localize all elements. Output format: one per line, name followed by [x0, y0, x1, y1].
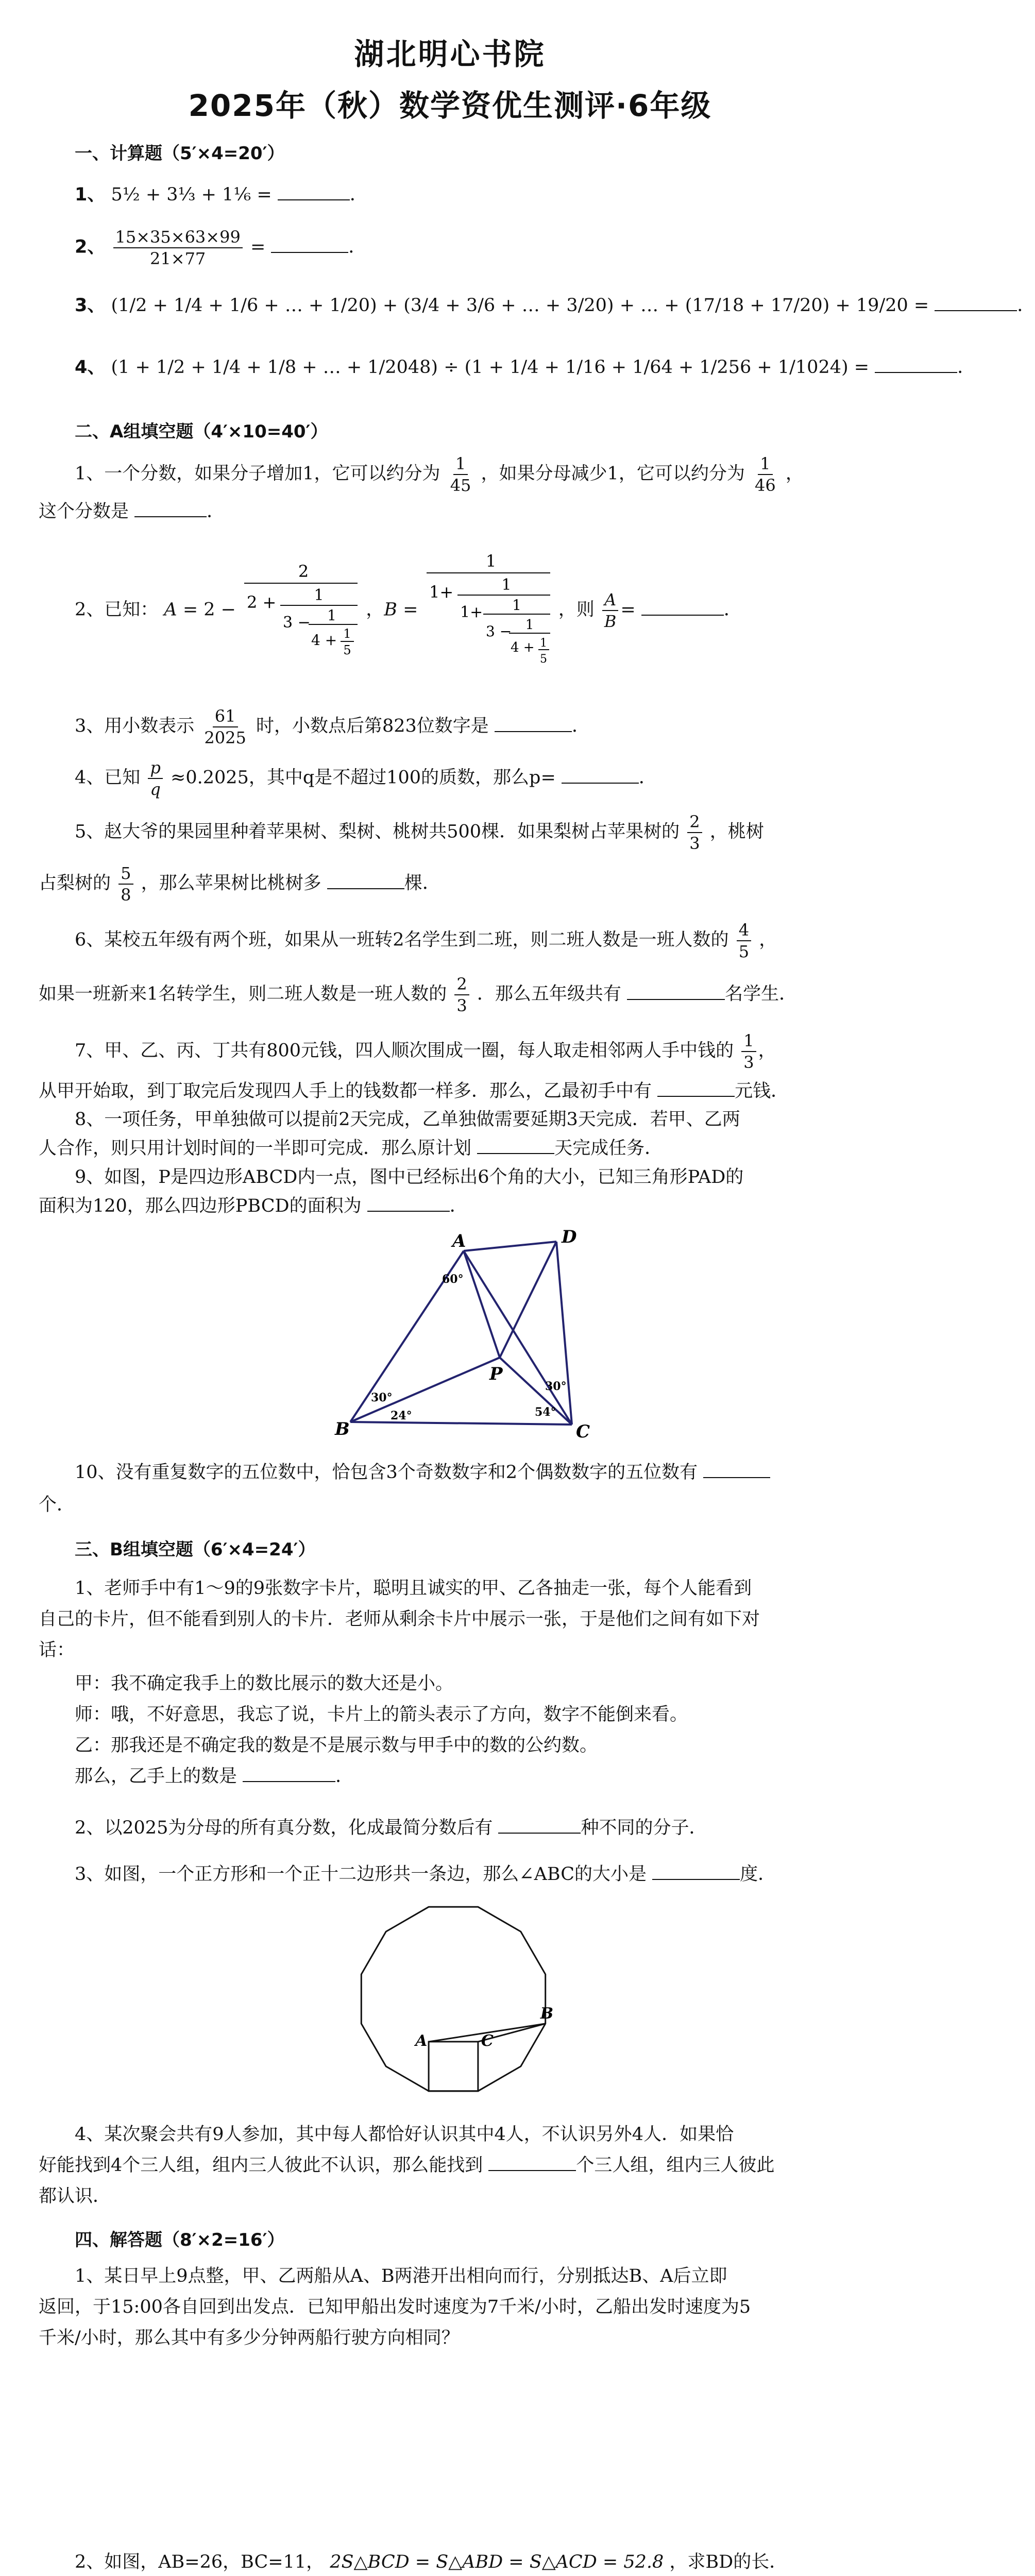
label-c: C: [481, 2031, 494, 2050]
question-number: 3、: [75, 295, 106, 316]
text: ，那么苹果树比桃树多: [141, 873, 321, 894]
text: ．: [638, 767, 657, 788]
a-q9-line2: [39, 1189, 468, 1223]
label-b: B: [540, 2004, 554, 2023]
text: ≈0.2025，其中q是不超过100的质数，那么p=: [171, 767, 556, 788]
svg-text:2: 2: [298, 562, 309, 581]
b-q1-l6: [75, 1728, 598, 1762]
answer-blank[interactable]: [562, 764, 639, 784]
ans-q1-l1: [75, 2259, 727, 2293]
question-number: 1、: [75, 184, 106, 205]
answer-blank[interactable]: [703, 1459, 770, 1478]
text: 如果一班新来1名转学生，则二班人数是一班人数的: [39, 984, 447, 1005]
text: ，: [785, 463, 804, 484]
answer-blank[interactable]: [935, 292, 1017, 311]
fraction-1-45: [448, 453, 473, 496]
b-q3: [75, 1857, 776, 1891]
dodecagon-figure: [350, 1896, 567, 2102]
a-q6-line2: 如果一班新来1名转学生，则二班人数是一班人数的 $\frac{2}{3}$ ．那么五年级共有 名学生．: [39, 974, 798, 1015]
text: 3、用小数表示: [75, 716, 195, 737]
text: 1、一个分数，如果分子增加1，它可以约分为: [75, 463, 440, 484]
a-q10-line1: [75, 1455, 770, 1489]
question-number: 4、: [75, 357, 106, 378]
calc-q4-expr: (1 + 1/2 + 1/4 + 1/8 + … + 1/2048) ÷ (1 + 1/4 + 1/16 + 1/64 + 1/256 + 1/1024) =: [111, 357, 870, 378]
a-q2: 2、已知： A = 2 − 2 2 + 1 3 − 1 4 + 1 5 ，B = 1 1+ 1 1+ 1 3 − 1 4 + 1 5 ，则 $\frac{A}{B}$ = ．: [75, 551, 742, 670]
calc-q1: 1、 5½ + 3⅓ + 1⅙ = ．: [75, 178, 368, 212]
answer-blank[interactable]: [367, 1192, 450, 1212]
continued-fraction-a: [242, 562, 360, 659]
fraction-61-2025: [202, 706, 248, 748]
answer-blank[interactable]: [488, 2151, 576, 2171]
answer-blank[interactable]: [134, 498, 207, 517]
text: 2、以2025为分母的所有真分数，化成最简分数后有: [75, 1818, 493, 1838]
svg-text:1: 1: [314, 586, 324, 604]
answer-blank[interactable]: [271, 233, 348, 253]
text: ，桃树: [709, 821, 764, 842]
text: 占梨树的: [39, 873, 111, 894]
text: 度．: [740, 1864, 776, 1885]
svg-text:2 +: 2 +: [247, 592, 277, 612]
text: 8、一项任务，甲单独做可以提前2天完成，乙单独做需要延期3天完成．若甲、乙两: [75, 1109, 740, 1130]
answer-blank[interactable]: [327, 870, 404, 889]
angle-54: 54°: [535, 1405, 556, 1419]
answer-blank[interactable]: [627, 980, 725, 1000]
b-q1-l5: [75, 1698, 688, 1732]
text: 10、没有重复数字的五位数中，恰包含3个奇数数字和2个偶数数字的五位数有: [75, 1462, 698, 1483]
angle-24: 24°: [391, 1409, 412, 1422]
fraction-numerator: 15×35×63×99: [113, 227, 243, 248]
section-heading-group-a: 二、A组填空题（4′×10=40′）: [75, 421, 328, 442]
text: 从甲开始取，到丁取完后发现四人手上的钱数都一样多．那么，乙最初手中有: [39, 1081, 652, 1101]
question-number: 2、: [75, 236, 106, 258]
a-q4: 4、已知 $\frac{p}{q}$ ≈0.2025，其中q是不超过100的质数，那么p= ．: [75, 758, 657, 799]
label-a: A: [452, 1231, 466, 1251]
num: 61: [213, 706, 238, 727]
svg-text:4 +: 4 +: [311, 632, 337, 649]
svg-text:5: 5: [343, 643, 351, 657]
quadrilateral-figure: [330, 1226, 598, 1443]
text: 元钱．: [735, 1081, 789, 1101]
text: 甲：我不确定我手上的数比展示的数大还是小。: [75, 1673, 454, 1694]
square: [429, 2042, 478, 2091]
b-q4-l2: [39, 2148, 774, 2182]
text: ，则: [558, 599, 595, 620]
den: 2025: [204, 728, 246, 748]
text: 人合作，则只用计划时间的一半即可完成．那么原计划: [39, 1138, 472, 1159]
a-q7-line1: 7、甲、乙、丙、丁共有800元钱，四人顺次围成一圈，每人取走相邻两人手中钱的 $\frac{1}{3}$ ，: [75, 1031, 776, 1072]
calc-q4: 4、 (1 + 1/2 + 1/4 + 1/8 + … + 1/2048) ÷ (1 + 1/4 + 1/16 + 1/64 + 1/256 + 1/1024) = ．: [75, 350, 975, 384]
answer-blank[interactable]: [278, 181, 350, 200]
text: 个．: [39, 1495, 75, 1515]
ans-q1-l2: [39, 2290, 751, 2324]
a-q6-line1: 6、某校五年级有两个班，如果从一班转2名学生到二班，则二班人数是一班人数的 $\frac{4}{5}$ ，: [75, 920, 777, 961]
text: 2、已知：: [75, 599, 159, 620]
answer-blank[interactable]: [652, 1860, 740, 1880]
b-q1-l2: [39, 1602, 760, 1636]
text: 天完成任务．: [554, 1138, 663, 1159]
answer-blank[interactable]: [498, 1814, 581, 1834]
angle-30-c: 30°: [545, 1380, 567, 1393]
den: 45: [450, 476, 471, 495]
dodecagon: [361, 1907, 545, 2091]
text: 自己的卡片，但不能看到别人的卡片．老师从剩余卡片中展示一张，于是他们之间有如下对: [39, 1609, 760, 1630]
text: 师：哦，不好意思，我忘了说，卡片上的箭头表示了方向，数字不能倒来看。: [75, 1704, 688, 1725]
text: ．: [207, 501, 225, 522]
angle-60: 60°: [442, 1273, 464, 1286]
text: 棵．: [404, 873, 440, 894]
text: ，求BD的长．: [669, 2552, 788, 2572]
b-q1-l4: [75, 1667, 453, 1701]
b-q1-l7: [75, 1759, 353, 1793]
svg-text:1: 1: [485, 551, 496, 571]
text: 2、如图，AB=26，BC=11，: [75, 2552, 325, 2572]
text: 名学生．: [725, 984, 798, 1005]
a-q10-line2: [39, 1488, 75, 1522]
svg-text:1: 1: [343, 626, 351, 641]
b-q1-l1: [75, 1571, 752, 1605]
text: 面积为120，那么四边形PBCD的面积为: [39, 1196, 362, 1216]
answer-blank[interactable]: [641, 596, 724, 616]
text: 6、某校五年级有两个班，如果从一班转2名学生到二班，则二班人数是一班人数的: [75, 929, 729, 951]
a-q1-line1: [75, 453, 804, 496]
svg-text:5: 5: [539, 653, 547, 666]
text: 4、已知: [75, 767, 141, 788]
text: 这个分数是: [39, 501, 129, 522]
fraction-denominator: 21×77: [150, 249, 206, 268]
b-q1-l3: [39, 1633, 75, 1667]
text: 9、如图，P是四边形ABCD内一点，图中已经标出6个角的大小，已知三角形PAD的: [75, 1167, 744, 1188]
svg-text:1: 1: [539, 637, 547, 650]
svg-text:4 +: 4 +: [510, 640, 535, 655]
answer-blank[interactable]: [657, 1077, 735, 1097]
text: ．: [571, 716, 590, 737]
text: 那么，乙手上的数是: [75, 1766, 237, 1787]
section-heading-answers: 四、解答题（8′×2=16′）: [75, 2230, 285, 2250]
ans-q2: [75, 2545, 787, 2576]
text: 1、老师手中有1～9的9张数字卡片，聪明且诚实的甲、乙各抽走一张，每个人能看到: [75, 1578, 752, 1599]
a-q3: [75, 706, 590, 748]
svg-text:3 −: 3 −: [283, 614, 311, 632]
text: 3、如图，一个正方形和一个正十二边形共一条边，那么∠ABC的大小是: [75, 1864, 647, 1885]
fraction-1-46: [753, 453, 778, 496]
school-title: 湖北明心书院: [354, 37, 546, 72]
svg-text:1: 1: [512, 597, 521, 614]
text: 乙：那我还是不确定我的数是不是展示数与甲手中的数的公约数。: [75, 1735, 598, 1756]
den: 46: [754, 476, 776, 495]
continued-fraction-b: [424, 551, 553, 670]
text: 4、某次聚会共有9人参加，其中每人都恰好认识其中4人，不认识另外4人．如果恰: [75, 2124, 734, 2145]
section-heading-group-b: 三、B组填空题（6′×4=24′）: [75, 1539, 316, 1560]
label-c: C: [576, 1421, 590, 1442]
calc-q3: 3、 (1/2 + 1/4 + 1/6 + … + 1/20) + (3/4 + 3/6 + … + 3/20) + … + (17/18 + 17/20) + 19/20 = ．: [75, 289, 1035, 323]
answer-blank[interactable]: [243, 1762, 335, 1782]
text: ．: [449, 1196, 468, 1216]
ans-q1-l3: [39, 2321, 460, 2355]
label-p: P: [489, 1364, 503, 1384]
a-q5-line2: 占梨树的 $\frac{5}{8}$ ，那么苹果树比桃树多 棵．: [39, 863, 440, 905]
svg-text:1: 1: [501, 576, 512, 594]
text: 时，小数点后第823位数字是: [256, 716, 489, 737]
answer-blank[interactable]: [495, 713, 572, 732]
text: 1、某日早上9点整，甲、乙两船从A、B两港开出相向而行，分别抵达B、A后立即: [75, 2266, 727, 2286]
calc-q1-expr: 5½ + 3⅓ + 1⅙ =: [111, 184, 272, 205]
b-q4-l1: [75, 2117, 734, 2151]
text: 千米/小时，那么其中有多少分钟两船行驶方向相同？: [39, 2328, 460, 2348]
section-heading-calc: 一、计算题（5′×4=20′）: [75, 143, 285, 164]
label-d: D: [562, 1227, 577, 1247]
text: 个三人组，组内三人彼此: [576, 2155, 775, 2176]
area-equation: 2S△BCD = S△ABD = S△ACD = 52.8: [330, 2552, 664, 2572]
text: ．那么五年级共有: [477, 984, 621, 1005]
b-q2: [75, 1811, 707, 1845]
text: 返回，于15:00各自回到出发点．已知甲船出发时速度为7千米/小时，乙船出发时速度为5: [39, 2297, 751, 2317]
svg-text:1+: 1+: [429, 582, 453, 602]
num: 1: [758, 453, 772, 475]
a-q1-line2: [39, 495, 225, 529]
a-q5-line1: 5、赵大爷的果园里种着苹果树、梨树、桃树共500棵．如果梨树占苹果树的 $\frac{2}{3}$ ，桃树: [75, 812, 764, 853]
label-a: A: [415, 2031, 428, 2050]
svg-text:1: 1: [327, 607, 337, 624]
text: ．: [723, 599, 742, 620]
svg-text:1+: 1+: [460, 603, 483, 621]
text: ，如果分母减少1，它可以约分为: [481, 463, 745, 484]
answer-blank[interactable]: [477, 1134, 554, 1154]
text: ，: [759, 929, 777, 951]
text: 种不同的分子．: [581, 1818, 707, 1838]
svg-text:3 −: 3 −: [485, 623, 512, 640]
calc-q2-fraction: [113, 227, 243, 269]
num: 1: [453, 453, 468, 475]
label-b: B: [335, 1419, 350, 1439]
text: 7、甲、乙、丙、丁共有800元钱，四人顺次围成一圈，每人取走相邻两人手中钱的: [75, 1040, 734, 1061]
svg-text:1: 1: [525, 617, 534, 633]
text: 5、赵大爷的果园里种着苹果树、梨树、桃树共500棵．如果梨树占苹果树的: [75, 821, 680, 842]
calc-q2: 2、 $\frac{15\times 35\times 63\times 99}{21\times 77}$ = ．: [75, 227, 367, 268]
exam-title: 2025年（秋）数学资优生测评·6年级: [188, 88, 712, 123]
calc-q3-expr: (1/2 + 1/4 + 1/6 + … + 1/20) + (3/4 + 3/6 + … + 3/20) + … + (17/18 + 17/20) + 19/20 =: [111, 295, 929, 316]
b-q4-l3: [39, 2179, 111, 2213]
text: 好能找到4个三人组，组内三人彼此不认识，那么能找到: [39, 2155, 483, 2176]
text: 话：: [39, 1640, 75, 1660]
text: 都认识．: [39, 2186, 111, 2207]
angle-30-b1: 30°: [371, 1391, 393, 1404]
answer-blank[interactable]: [875, 353, 957, 373]
text: ．: [335, 1766, 354, 1787]
